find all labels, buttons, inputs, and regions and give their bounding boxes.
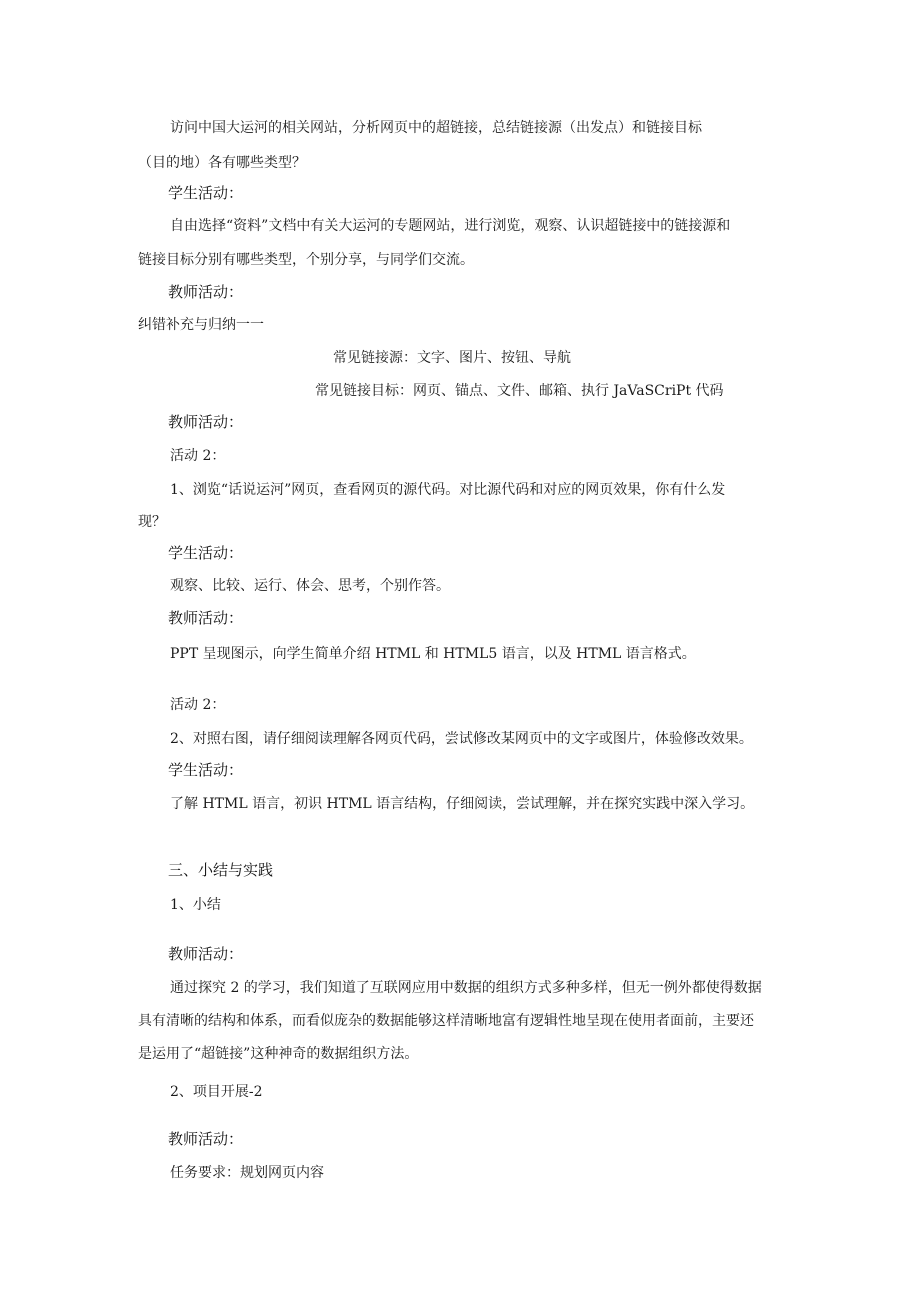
teacher-activity-3-text: PPT 呈现图示，向学生简单介绍 HTML 和 HTML5 语言，以及 HTML 语言格式。 [170, 646, 696, 662]
intro-line-2: （目的地）各有哪些类型？ [138, 155, 306, 171]
student-activity-heading: 学生活动： [168, 545, 244, 562]
teacher-activity-1-text: 纠错补充与归纳一一 [138, 317, 264, 333]
summary-line-3: 是运用了“超链接”这种神奇的数据组织方法。 [138, 1046, 419, 1062]
student-activity-2-text: 观察、比较、运行、体会、思考，个别作答。 [170, 578, 450, 594]
subsection-1-summary: 1、小结 [170, 897, 221, 913]
teacher-activity-heading: 教师活动： [168, 610, 244, 627]
teacher-activity-heading: 教师活动： [168, 946, 244, 963]
task-requirement-text: 任务要求：规划网页内容 [170, 1165, 324, 1181]
activity-2-question-1-line-2: 现？ [138, 514, 166, 530]
teacher-activity-heading: 教师活动： [168, 1131, 244, 1148]
intro-line-1: 访问中国大运河的相关网站，分析网页中的超链接，总结链接源（出发点）和链接目标 [170, 120, 702, 136]
activity-2-question-2: 2、对照右图，请仔细阅读理解各网页代码，尝试修改某网页中的文字或图片，体验修改效果。 [170, 731, 753, 747]
student-activity-3-text: 了解 HTML 语言，初识 HTML 语言结构，仔细阅读，尝试理解，并在探究实践中深入学习。 [170, 796, 755, 812]
student-activity-heading: 学生活动： [168, 762, 244, 779]
student-activity-1-line-1: 自由选择“资料”文档中有关大运河的专题网站，进行浏览，观察、认识超链接中的链接源和 [170, 218, 731, 234]
teacher-activity-heading: 教师活动： [168, 414, 244, 431]
subsection-2-project: 2、项目开展-2 [170, 1084, 263, 1100]
section-3-title: 三、小结与实践 [168, 862, 274, 879]
student-activity-heading: 学生活动： [168, 185, 244, 202]
common-link-targets: 常见链接目标：网页、锚点、文件、邮箱、执行 JaVaSCriPt 代码 [315, 383, 724, 399]
activity-2-label: 活动 2： [170, 697, 226, 713]
teacher-activity-heading: 教师活动： [168, 284, 244, 301]
activity-2-label: 活动 2： [170, 448, 226, 464]
common-link-sources: 常见链接源：文字、图片、按钮、导航 [333, 350, 571, 366]
summary-line-2: 具有清晰的结构和体系，而看似庞杂的数据能够这样清晰地富有逻辑性地呈现在使用者面前，主要还 [138, 1013, 754, 1029]
student-activity-1-line-2: 链接目标分别有哪些类型，个别分享，与同学们交流。 [138, 252, 474, 268]
activity-2-question-1-line-1: 1、浏览“话说运河”网页，查看网页的源代码。对比源代码和对应的网页效果，你有什么发 [170, 482, 726, 498]
summary-line-1: 通过探究 2 的学习，我们知道了互联网应用中数据的组织方式多种多样，但无一例外都使得数据 [170, 980, 762, 996]
